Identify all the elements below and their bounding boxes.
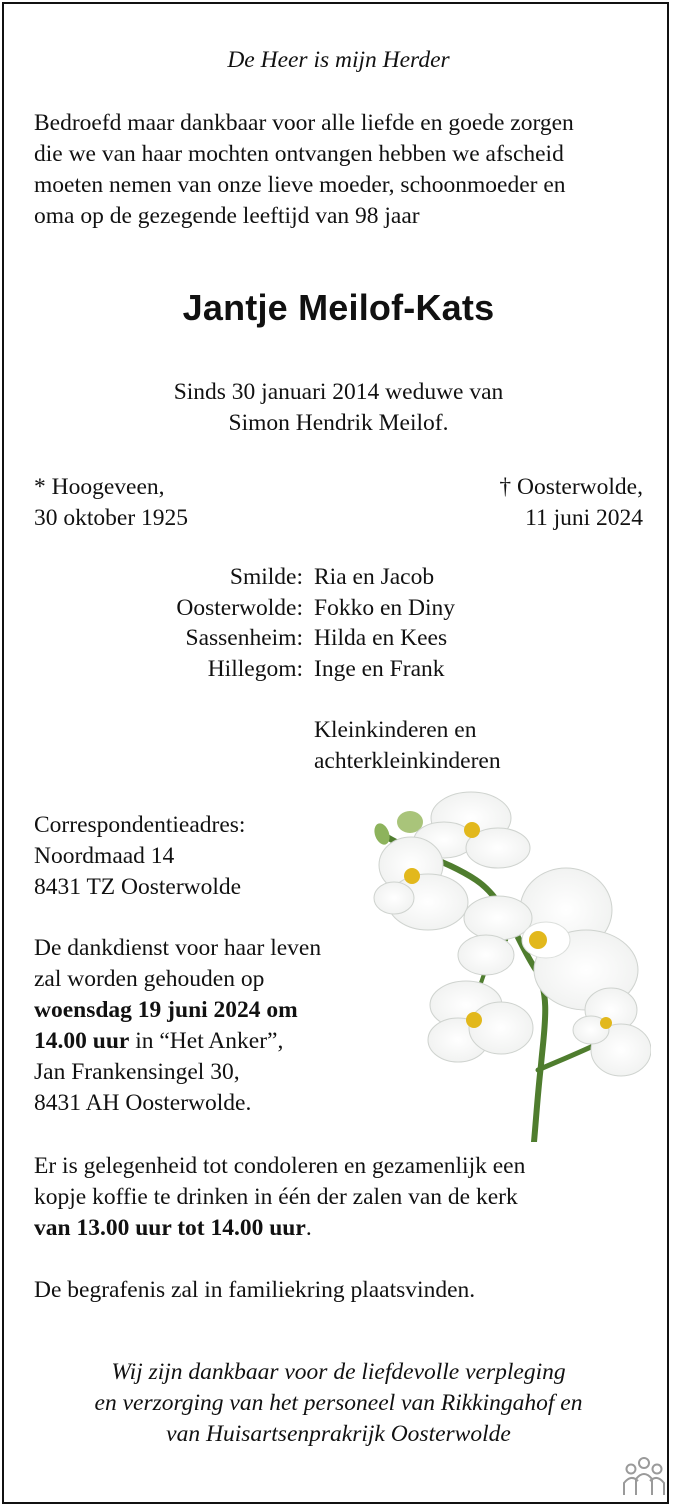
family-names: Inge en Frank (314, 656, 445, 682)
condolence-line: Er is gelegenheid tot condoleren en gezamenlijk een (34, 1153, 526, 1179)
address-line: Noordmaad 14 (34, 843, 175, 869)
motto: De Heer is mijn Herder (227, 47, 450, 73)
family-names: Fokko en Diny (314, 595, 455, 621)
widow-text (0, 377, 677, 439)
intro-line: moeten nemen van onze lieve moeder, schoonmoeder en (34, 172, 566, 198)
service-time: 14.00 uur (34, 1028, 130, 1054)
family-row (0, 593, 677, 624)
orchid-flower (428, 981, 533, 1062)
condolence-time: van 13.00 uur tot 14.00 uur (34, 1215, 306, 1241)
orchid-image (366, 790, 651, 1142)
service-line: zal worden gehouden op (34, 966, 265, 992)
family-row (0, 562, 677, 593)
grandchildren-line: achterkleinkinderen (314, 748, 501, 774)
condolence-time-line (34, 1213, 654, 1244)
grandchildren (314, 715, 501, 777)
birth-date: 30 oktober 1925 (34, 505, 189, 531)
thanks-line: van Huisartsenprakrijk Oosterwolde (166, 1421, 511, 1447)
family-place: Hillegom: (207, 656, 303, 682)
service-time-line (34, 1026, 321, 1057)
widow-line: Sinds 30 januari 2014 weduwe van (173, 379, 504, 405)
thanks-line: Wij zijn dankbaar voor de liefdevolle verpleging (111, 1359, 566, 1385)
funeral-text: De begrafenis zal in familiekring plaatsvinden. (34, 1277, 476, 1303)
community-logo-icon (620, 1455, 668, 1497)
correspondence-address (34, 810, 245, 903)
family-names: Hilda en Kees (314, 625, 448, 651)
death-place: † Oosterwolde, (499, 474, 643, 500)
family-names: Ria en Jacob (314, 564, 435, 590)
condolence-info (34, 1151, 654, 1244)
birth-place: * Hoogeveen, (34, 474, 165, 500)
thanks-line: en verzorging van het personeel van Rikkingahof en (94, 1390, 583, 1416)
deceased-name: Jantje Meilof-Kats (182, 287, 495, 328)
service-info (34, 933, 321, 1119)
condolence-tail: . (305, 1215, 312, 1241)
death-date: 11 juni 2024 (525, 505, 643, 531)
thanks-text (0, 1357, 677, 1450)
family-row (0, 623, 677, 654)
family-place: Sassenheim: (185, 625, 303, 651)
service-line: De dankdienst voor haar leven (34, 935, 322, 961)
birth-info (34, 472, 188, 534)
intro-text (34, 108, 654, 232)
intro-line: die we van haar mochten ontvangen hebben we afscheid (34, 141, 564, 167)
family-place: Smilde: (229, 564, 303, 590)
widow-line: Simon Hendrik Meilof. (228, 410, 449, 436)
family-place: Oosterwolde: (176, 595, 303, 621)
service-city: 8431 AH Oosterwolde. (34, 1090, 252, 1116)
address-line: 8431 TZ Oosterwolde (34, 874, 242, 900)
condolence-line: kopje koffie te drinken in één der zalen van de kerk (34, 1184, 518, 1210)
intro-line: oma op de gezegende leeftijd van 98 jaar (34, 203, 420, 229)
service-venue: in “Het Anker”, (129, 1028, 284, 1054)
grandchildren-line: Kleinkinderen en (314, 717, 477, 743)
service-date: woensdag 19 juni 2024 om (34, 997, 298, 1023)
death-info (499, 472, 643, 534)
family-row (0, 654, 677, 685)
intro-line: Bedroefd maar dankbaar voor alle liefde en goede zorgen (34, 110, 574, 136)
address-line: Correspondentieadres: (34, 812, 246, 838)
service-street: Jan Frankensingel 30, (34, 1059, 240, 1085)
